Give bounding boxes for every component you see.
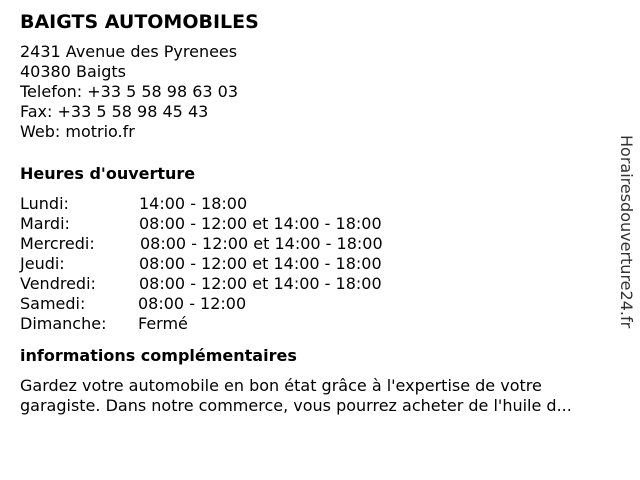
city-line: 40380 Baigts [20,62,126,81]
day-label: Samedi: [20,294,86,313]
info-heading: informations complémentaires [20,346,297,365]
day-hours: 08:00 - 12:00 et 14:00 - 18:00 [140,234,383,253]
hours-row-lundi [20,194,620,214]
fax-line: Fax: +33 5 58 98 45 43 [20,102,209,121]
info-text [20,376,620,416]
watermark-text: Horairesdouverture24.fr [617,135,636,329]
hours-row-samedi [20,294,620,314]
business-name: BAIGTS AUTOMOBILES [20,11,259,33]
hours-table [20,194,620,334]
hours-row-mercredi [20,234,620,254]
day-hours: 08:00 - 12:00 [138,294,247,313]
hours-row-mardi [20,214,620,234]
business-card [20,10,620,416]
day-label: Mercredi: [20,234,95,253]
day-label: Mardi: [20,214,70,233]
day-hours: Fermé [138,314,188,333]
day-hours: 08:00 - 12:00 et 14:00 - 18:00 [139,254,382,273]
day-hours: 08:00 - 12:00 et 14:00 - 18:00 [139,274,382,293]
info-text-line: Gardez votre automobile en bon état grâce à l'expertise de votre [20,376,542,395]
site-watermark [612,135,636,345]
phone-line: Telefon: +33 5 58 98 63 03 [20,82,239,101]
day-label: Vendredi: [20,274,96,293]
street-address: 2431 Avenue des Pyrenees [20,42,238,61]
hours-row-jeudi [20,254,620,274]
day-hours: 08:00 - 12:00 et 14:00 - 18:00 [139,214,382,233]
hours-row-vendredi [20,274,620,294]
hours-heading: Heures d'ouverture [20,164,196,183]
day-hours: 14:00 - 18:00 [139,194,248,213]
day-label: Dimanche: [20,314,107,333]
day-label: Jeudi: [20,254,65,273]
hours-row-dimanche [20,314,620,334]
day-label: Lundi: [20,194,69,213]
web-line: Web: motrio.fr [20,122,135,141]
address-block [20,42,620,142]
info-text-line: garagiste. Dans notre commerce, vous pourrez acheter de l'huile d... [20,396,572,415]
